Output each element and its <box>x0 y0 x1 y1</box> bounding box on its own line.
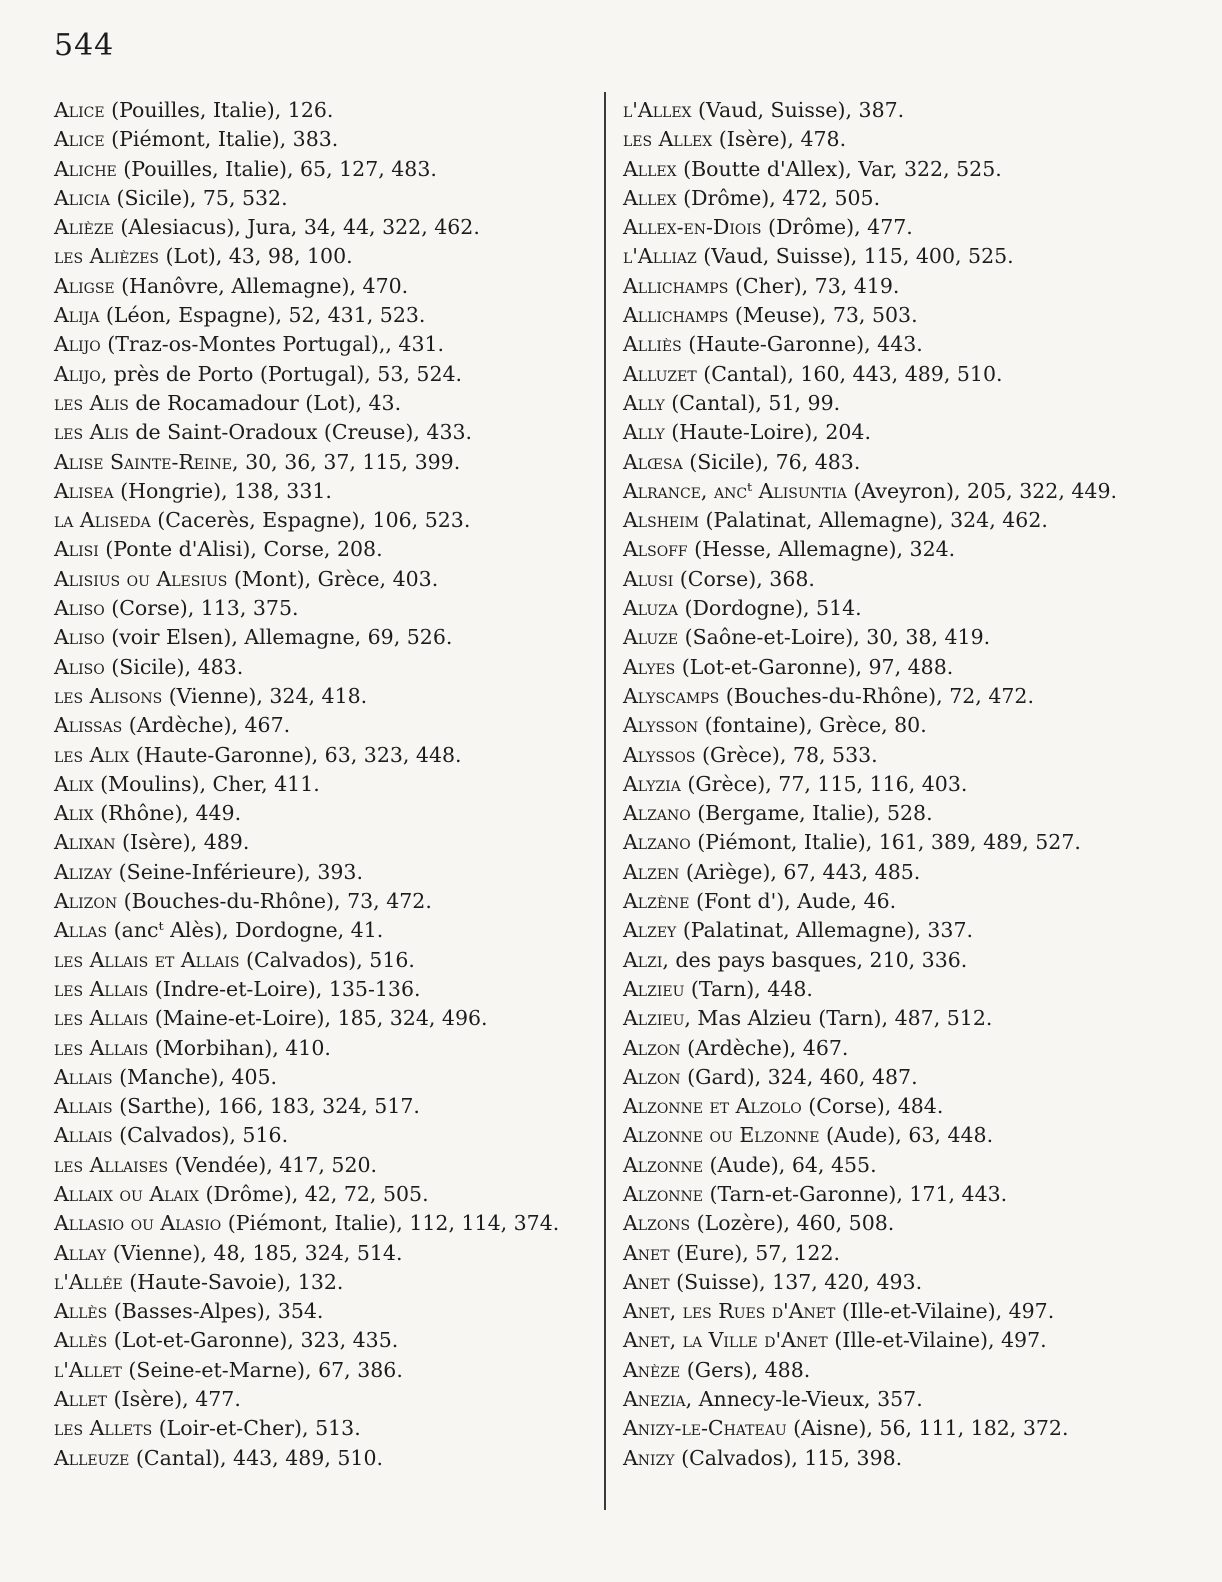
entry-name: Alixan <box>54 830 116 855</box>
entry-details: (Basses-Alpes), 354. <box>107 1299 324 1324</box>
entry-name: Anèze <box>623 1357 681 1382</box>
index-entry <box>54 272 599 301</box>
entry-details: , des pays basques, 210, 336. <box>662 947 968 972</box>
index-entry <box>54 301 599 330</box>
index-entry <box>54 858 599 887</box>
index-entry <box>54 1444 599 1473</box>
entry-name: Alzen <box>623 859 680 884</box>
index-entry <box>623 946 1168 975</box>
index-entry <box>54 565 599 594</box>
entry-name: Alisius ou Alesius <box>54 566 228 591</box>
index-entry <box>54 330 599 359</box>
index-entry <box>623 418 1168 447</box>
entry-name: Alœsa <box>623 449 683 474</box>
entry-name: Allex <box>623 185 677 210</box>
entry-details: (Haute-Garonne), 63, 323, 448. <box>129 742 462 767</box>
entry-details: (Manche), 405. <box>112 1064 278 1089</box>
index-entry <box>623 535 1168 564</box>
index-entry <box>623 125 1168 154</box>
entry-name: Anet, les Rues d'Anet <box>623 1299 836 1324</box>
entry-details: (voir Elsen), Allemagne, 69, 526. <box>104 625 453 650</box>
entry-details: (Cacerès, Espagne), 106, 523. <box>150 508 471 533</box>
entry-name: Alizon <box>54 889 118 914</box>
index-entry <box>623 1297 1168 1326</box>
entry-name: Alzano <box>623 830 691 855</box>
entry-name: Alizay <box>54 859 113 884</box>
entry-name: Aliso <box>54 625 105 650</box>
index-entry <box>54 1092 599 1121</box>
entry-details: (fontaine), Grèce, 80. <box>698 713 927 738</box>
index-entry <box>54 96 599 125</box>
index-entry <box>623 1180 1168 1209</box>
entry-name: Alise Sainte-Reine <box>54 449 233 474</box>
entry-name: Allaix ou Alaix <box>54 1181 200 1206</box>
entry-details: (Corse), 368. <box>673 566 815 591</box>
entry-details: (Vienne), 48, 185, 324, 514. <box>106 1240 403 1265</box>
entry-details: (Bergame, Italie), 528. <box>690 801 933 826</box>
index-entry <box>54 448 599 477</box>
index-entry <box>54 741 599 770</box>
entry-name: Allais <box>54 1123 113 1148</box>
index-entry <box>54 1004 599 1033</box>
entry-details: (Calvados), 516. <box>112 1123 289 1148</box>
entry-name: la Aliseda <box>54 508 151 533</box>
entry-details: (Piémont, Italie), 161, 389, 489, 527. <box>690 830 1081 855</box>
index-entry <box>54 418 599 447</box>
entry-details: (Saône-et-Loire), 30, 38, 419. <box>678 625 991 650</box>
entry-name: Alissas <box>54 713 123 738</box>
index-entry <box>54 1063 599 1092</box>
index-entry <box>623 770 1168 799</box>
entry-details: (Drôme), 477. <box>761 215 913 240</box>
index-entry <box>623 682 1168 711</box>
entry-name: les Alis <box>54 390 129 415</box>
entry-details: (Corse), 113, 375. <box>104 596 299 621</box>
index-entry <box>623 213 1168 242</box>
entry-name: Alzey <box>623 918 677 943</box>
entry-name: Anizy-le-Chateau <box>623 1416 787 1441</box>
entry-name: Aluza <box>623 596 678 621</box>
entry-details: (Lozère), 460, 508. <box>690 1211 895 1236</box>
entry-name: Aligse <box>54 273 115 298</box>
index-entry <box>623 858 1168 887</box>
entry-name: Alice <box>54 98 105 122</box>
index-entry <box>54 975 599 1004</box>
index-entry <box>623 1414 1168 1443</box>
entry-name: Allais <box>54 1094 113 1119</box>
index-entry <box>54 799 599 828</box>
entry-details: (Vienne), 324, 418. <box>162 683 368 708</box>
entry-name: Alleuze <box>54 1445 130 1470</box>
index-entry <box>623 1444 1168 1473</box>
index-entry <box>623 975 1168 1004</box>
index-entry <box>54 594 599 623</box>
index-entry <box>623 594 1168 623</box>
index-entry <box>623 1326 1168 1355</box>
index-entry <box>623 448 1168 477</box>
index-column-left <box>54 96 599 1473</box>
entry-details: (Corse), 484. <box>801 1094 944 1119</box>
entry-details: (Ariège), 67, 443, 485. <box>679 859 921 884</box>
entry-name: Alzon <box>623 1064 681 1089</box>
entry-name: Anizy <box>623 1445 675 1470</box>
index-column-right <box>623 96 1168 1473</box>
entry-name: Anezia <box>623 1387 686 1412</box>
entry-details: (Isère), 477. <box>106 1387 241 1412</box>
entry-details: (Pouilles, Italie), 126. <box>104 98 334 122</box>
index-entry <box>54 711 599 740</box>
index-entry <box>623 916 1168 945</box>
index-entry <box>54 1385 599 1414</box>
entry-details: (Isère), 489. <box>115 830 250 855</box>
entry-details: (Dordogne), 514. <box>677 596 862 621</box>
entry-name: Alsoff <box>623 537 688 562</box>
entry-name: les Allais <box>54 1006 149 1031</box>
entry-details: (Vaud, Suisse), 115, 400, 525. <box>696 244 1014 269</box>
entry-details: (Piémont, Italie), 383. <box>104 127 339 152</box>
index-entry <box>623 477 1168 506</box>
entry-name: Alzon <box>623 1035 681 1060</box>
entry-name: Alzonne et Alzolo <box>623 1094 802 1119</box>
index-entry <box>54 916 599 945</box>
entry-name: Alyes <box>623 654 676 679</box>
entry-name: Anet, la Ville d'Anet <box>623 1328 828 1353</box>
entry-details: (Vendée), 417, 520. <box>168 1152 378 1177</box>
index-entry <box>623 184 1168 213</box>
index-entry <box>623 1209 1168 1238</box>
entry-details: (Ponte d'Alisi), Corse, 208. <box>98 537 383 562</box>
entry-name: Allet <box>54 1387 107 1412</box>
entry-name: Alyssos <box>623 742 696 767</box>
index-entry <box>623 565 1168 594</box>
entry-name: Alisea <box>54 478 114 503</box>
entry-details: (Pouilles, Italie), 65, 127, 483. <box>116 156 437 181</box>
index-entry <box>623 1121 1168 1150</box>
index-entry <box>623 330 1168 359</box>
entry-name: Ally <box>623 390 665 415</box>
entry-details: (Lot-et-Garonne), 323, 435. <box>107 1328 399 1353</box>
entry-name: Alijo <box>54 332 101 357</box>
entry-name: l'Allex <box>623 98 692 122</box>
entry-details: (Loir-et-Cher), 513. <box>152 1416 361 1441</box>
entry-details: (Piémont, Italie), 112, 114, 374. <box>221 1211 560 1236</box>
index-entry <box>54 1297 599 1326</box>
entry-details: (Suisse), 137, 420, 493. <box>669 1269 923 1294</box>
index-entry <box>623 506 1168 535</box>
entry-details: (Grèce), 78, 533. <box>695 742 878 767</box>
entry-name: Alijo <box>54 361 101 386</box>
entry-name: Allichamps <box>623 303 729 328</box>
entry-name: Allès <box>54 1299 108 1324</box>
index-entry <box>54 213 599 242</box>
entry-name: l'Alliaz <box>623 244 697 269</box>
entry-name: Alix <box>54 801 94 826</box>
entry-details: (Hanôvre, Allemagne), 470. <box>114 273 409 298</box>
column-divider <box>604 92 606 1510</box>
index-entry <box>54 1209 599 1238</box>
index-entry <box>54 887 599 916</box>
entry-name: l'Allée <box>54 1269 123 1294</box>
entry-details: (ancᵗ Alès), Dordogne, 41. <box>107 918 384 943</box>
index-entry <box>54 1414 599 1443</box>
entry-details: (Sicile), 76, 483. <box>682 449 861 474</box>
entry-name: les Allets <box>54 1416 153 1441</box>
entry-name: les Alis <box>54 420 129 445</box>
entry-name: Alzi <box>623 947 663 972</box>
entry-details: (Ille-et-Vilaine), 497. <box>827 1328 1047 1353</box>
entry-details: (Palatinat, Allemagne), 324, 462. <box>699 508 1048 533</box>
entry-name: Anet <box>623 1240 670 1265</box>
entry-name: les Alisons <box>54 683 163 708</box>
entry-name: Alice <box>54 127 105 152</box>
index-entry <box>54 946 599 975</box>
entry-details: (Meuse), 73, 503. <box>728 303 918 328</box>
index-entry <box>623 389 1168 418</box>
entry-details: (Vaud, Suisse), 387. <box>691 98 905 122</box>
entry-name: Allais <box>54 1064 113 1089</box>
entry-name: Alisi <box>54 537 99 562</box>
entry-details: (Sarthe), 166, 183, 324, 517. <box>112 1094 420 1119</box>
entry-details: (Boutte d'Allex), Var, 322, 525. <box>676 156 1002 181</box>
index-entry <box>623 1151 1168 1180</box>
entry-details: , Mas Alzieu (Tarn), 487, 512. <box>684 1006 993 1031</box>
entry-name: Alzonne <box>623 1181 704 1206</box>
entry-details: (Indre-et-Loire), 135-136. <box>148 976 421 1001</box>
index-entry <box>54 770 599 799</box>
entry-details: (Haute-Savoie), 132. <box>122 1269 344 1294</box>
entry-details: (Hongrie), 138, 331. <box>113 478 332 503</box>
entry-details: (Maine-et-Loire), 185, 324, 496. <box>148 1006 488 1031</box>
entry-details: de Saint-Oradoux (Creuse), 433. <box>128 420 473 445</box>
entry-details: (Font d'), Aude, 46. <box>689 889 897 914</box>
index-entry <box>623 653 1168 682</box>
index-entry <box>54 242 599 271</box>
entry-name: Alicia <box>54 185 110 210</box>
entry-name: Alièze <box>54 215 114 240</box>
entry-name: Aliso <box>54 596 105 621</box>
index-entry <box>54 623 599 652</box>
index-entry <box>54 1121 599 1150</box>
entry-details: (Sicile), 483. <box>104 654 244 679</box>
entry-details: (Seine-Inférieure), 393. <box>112 859 363 884</box>
entry-details: (Léon, Espagne), 52, 431, 523. <box>99 303 426 328</box>
entry-details: (Aude), 63, 448. <box>819 1123 994 1148</box>
entry-name: Aliso <box>54 654 105 679</box>
index-entry <box>623 155 1168 184</box>
entry-name: Ally <box>623 420 665 445</box>
entry-name: Aliche <box>54 156 117 181</box>
entry-details: (Seine-et-Marne), 67, 386. <box>121 1357 403 1382</box>
index-entry <box>54 360 599 389</box>
entry-name: Alyzia <box>623 771 681 796</box>
index-entry <box>623 887 1168 916</box>
entry-name: Alzieu <box>623 1006 685 1031</box>
index-entry <box>54 1356 599 1385</box>
entry-name: Alyscamps <box>623 683 720 708</box>
entry-details: (Cher), 73, 419. <box>728 273 900 298</box>
index-entry <box>54 506 599 535</box>
index-entry <box>623 1004 1168 1033</box>
entry-name: Allichamps <box>623 273 729 298</box>
index-entry <box>54 1239 599 1268</box>
entry-name: Alsheim <box>623 508 699 533</box>
index-entry <box>54 653 599 682</box>
entry-name: Alusi <box>623 566 674 591</box>
index-entry <box>623 1356 1168 1385</box>
entry-name: les Allaises <box>54 1152 169 1177</box>
entry-name: Allay <box>54 1240 107 1265</box>
entry-details: (Ardèche), 467. <box>122 713 291 738</box>
entry-name: les Alix <box>54 742 130 767</box>
entry-name: Alzano <box>623 801 691 826</box>
entry-details: (Haute-Loire), 204. <box>664 420 871 445</box>
entry-name: Alzieu <box>623 976 685 1001</box>
entry-details: (Lot), 43, 98, 100. <box>159 244 353 269</box>
index-entry <box>54 1034 599 1063</box>
index-entry <box>54 184 599 213</box>
entry-name: Alluzet <box>623 361 697 386</box>
index-entry <box>623 272 1168 301</box>
index-entry <box>623 96 1168 125</box>
entry-name: l'Allet <box>54 1357 122 1382</box>
index-entry <box>623 301 1168 330</box>
entry-name: les Alièzes <box>54 244 160 269</box>
entry-details: (Aveyron), 205, 322, 449. <box>846 478 1117 503</box>
entry-details: , 30, 36, 37, 115, 399. <box>232 449 461 474</box>
entry-name: Alix <box>54 771 94 796</box>
index-entry <box>623 360 1168 389</box>
entry-details: (Aude), 64, 455. <box>703 1152 877 1177</box>
entry-details: (Tarn-et-Garonne), 171, 443. <box>703 1181 1008 1206</box>
entry-details: (Sicile), 75, 532. <box>109 185 288 210</box>
entry-details: (Haute-Garonne), 443. <box>681 332 923 357</box>
entry-name: Allas <box>54 918 108 943</box>
entry-name: les Allex <box>623 127 713 152</box>
entry-name: les Allais et Allais <box>54 947 240 972</box>
index-entry <box>623 741 1168 770</box>
entry-details: (Drôme), 42, 72, 505. <box>199 1181 429 1206</box>
index-entry <box>54 682 599 711</box>
entry-details: (Cantal), 160, 443, 489, 510. <box>696 361 1003 386</box>
entry-name: les Allais <box>54 1035 149 1060</box>
entry-details: (Traz-os-Montes Portugal),, 431. <box>100 332 445 357</box>
entry-details: (Isère), 478. <box>712 127 847 152</box>
index-entry <box>54 1326 599 1355</box>
entry-name: Aluze <box>623 625 679 650</box>
index-entry <box>623 1063 1168 1092</box>
entry-details: (Gers), 488. <box>680 1357 811 1382</box>
entry-details: (Gard), 324, 460, 487. <box>680 1064 918 1089</box>
entry-details: (Hesse, Allemagne), 324. <box>687 537 956 562</box>
entry-details: (Morbihan), 410. <box>148 1035 331 1060</box>
index-entry <box>623 1092 1168 1121</box>
index-entry <box>54 1151 599 1180</box>
index-entry <box>623 623 1168 652</box>
entry-details: (Eure), 57, 122. <box>669 1240 841 1265</box>
entry-name: Alzène <box>623 889 690 914</box>
index-entry <box>54 125 599 154</box>
entry-name: Alysson <box>623 713 699 738</box>
index-entry <box>623 1239 1168 1268</box>
entry-details: , Annecy-le-Vieux, 357. <box>685 1387 923 1412</box>
entry-name: les Allais <box>54 976 149 1001</box>
entry-details: (Ardèche), 467. <box>680 1035 849 1060</box>
index-entry <box>623 799 1168 828</box>
entry-name: Anet <box>623 1269 670 1294</box>
entry-details: (Ille-et-Vilaine), 497. <box>835 1299 1055 1324</box>
entry-details: (Lot-et-Garonne), 97, 488. <box>675 654 954 679</box>
entry-details: (Bouches-du-Rhône), 72, 472. <box>719 683 1034 708</box>
page-number: 544 <box>54 28 115 63</box>
entry-details: (Drôme), 472, 505. <box>676 185 881 210</box>
entry-name: Allex-en-Diois <box>623 215 762 240</box>
entry-details: de Rocamadour (Lot), 43. <box>128 390 402 415</box>
index-entry <box>54 1180 599 1209</box>
entry-details: (Calvados), 115, 398. <box>674 1445 903 1470</box>
entry-details: (Tarn), 448. <box>684 976 813 1001</box>
entry-details: (Alesiacus), Jura, 34, 44, 322, 462. <box>113 215 480 240</box>
index-entry <box>54 1268 599 1297</box>
index-entry <box>54 828 599 857</box>
entry-name: Alzonne <box>623 1152 704 1177</box>
entry-details: (Grèce), 77, 115, 116, 403. <box>680 771 968 796</box>
index-entry <box>54 477 599 506</box>
index-entry <box>54 535 599 564</box>
entry-name: Alija <box>54 303 100 328</box>
entry-name: Alrance, ancᵗ Alisuntia <box>623 478 847 503</box>
entry-details: (Cantal), 443, 489, 510. <box>129 1445 384 1470</box>
entry-details: (Cantal), 51, 99. <box>664 390 841 415</box>
index-entry <box>623 1385 1168 1414</box>
entry-name: Allès <box>54 1328 108 1353</box>
entry-details: (Moulins), Cher, 411. <box>93 771 320 796</box>
index-entry <box>623 711 1168 740</box>
index-entry <box>54 389 599 418</box>
entry-details: (Mont), Grèce, 403. <box>227 566 439 591</box>
entry-details: (Rhône), 449. <box>93 801 242 826</box>
index-entry <box>623 1034 1168 1063</box>
entry-name: Alzons <box>623 1211 691 1236</box>
entry-details: (Palatinat, Allemagne), 337. <box>676 918 974 943</box>
index-entry <box>623 1268 1168 1297</box>
entry-name: Alliès <box>623 332 682 357</box>
index-entry <box>623 828 1168 857</box>
index-entry <box>54 155 599 184</box>
entry-details: , près de Porto (Portugal), 53, 524. <box>100 361 463 386</box>
index-entry <box>623 242 1168 271</box>
entry-details: (Aisne), 56, 111, 182, 372. <box>786 1416 1069 1441</box>
entry-details: (Calvados), 516. <box>239 947 415 972</box>
entry-name: Allex <box>623 156 677 181</box>
entry-details: (Bouches-du-Rhône), 73, 472. <box>117 889 432 914</box>
entry-name: Alzonne ou Elzonne <box>623 1123 820 1148</box>
entry-name: Allasio ou Alasio <box>54 1211 222 1236</box>
